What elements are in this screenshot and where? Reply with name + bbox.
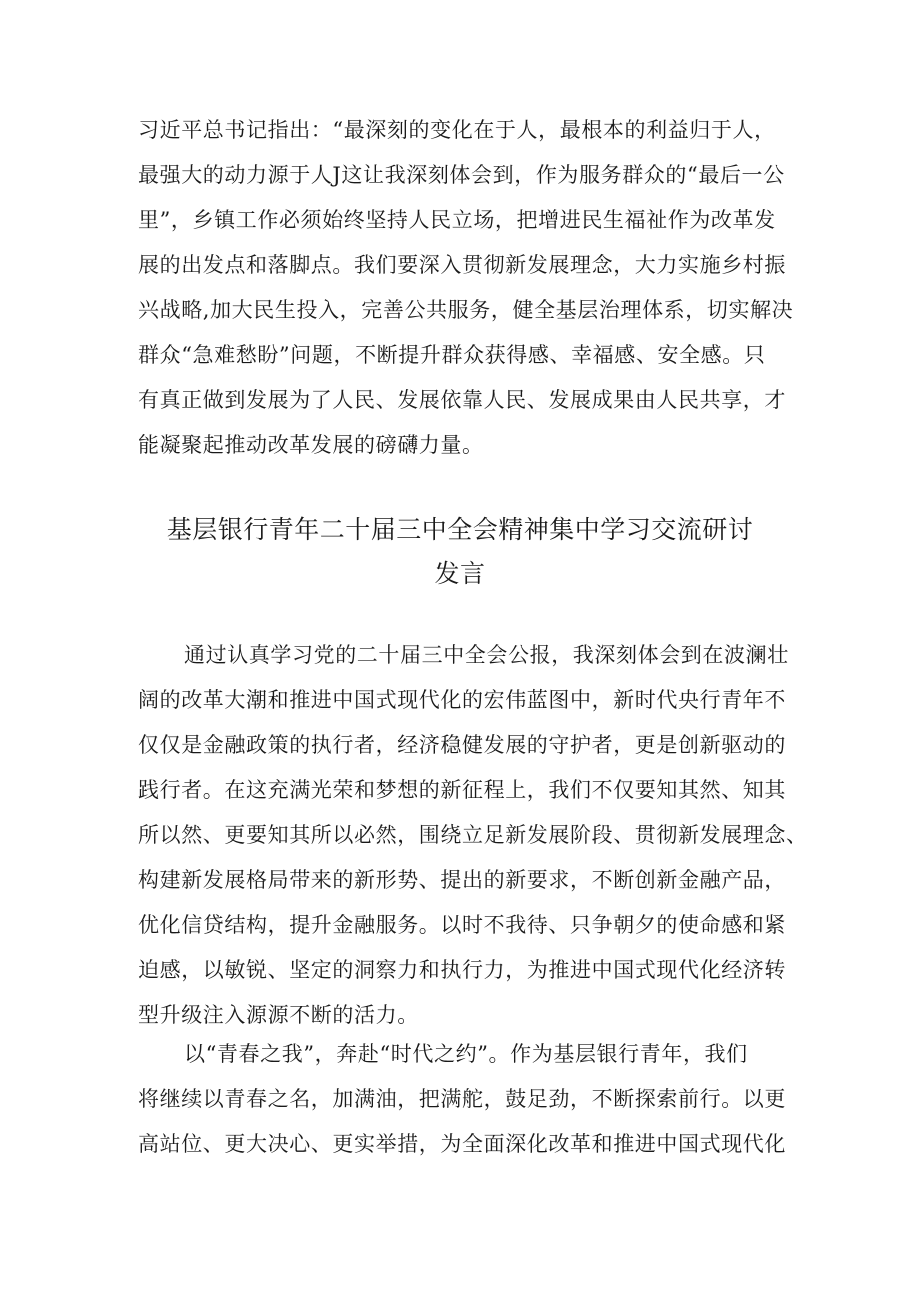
paragraph-line: 型升级注入源源不断的活力。	[138, 1003, 419, 1027]
paragraph-line: 通过认真学习党的二十届三中全会公报，我深刻体会到在波澜壮	[184, 643, 789, 667]
paragraph-line: 兴战略,加大民生投入，完善公共服务，健全基层治理体系，切实解决	[138, 298, 794, 322]
article-title-line-2: 发言	[434, 559, 486, 588]
paragraph-line: 迫感，以敏锐、坚定的洞察力和执行力，为推进中国式现代化经济转	[138, 958, 786, 982]
paragraph-line: 构建新发展格局带来的新形势、提出的新要求，不断创新金融产品，	[138, 868, 786, 892]
paragraph-line: 群众“急难愁盼”问题，不断提升群众获得感、幸福感、安全感。只	[138, 343, 766, 367]
paragraph-line: 高站位、更大决心、更实举措，为全面深化改革和推进中国式现代化	[138, 1132, 786, 1156]
paragraph-line: 将继续以青春之名，加满油，把满舵，鼓足劲，不断探索前行。以更	[138, 1087, 786, 1111]
paragraph-line: 有真正做到发展为了人民、发展依靠人民、发展成果由人民共享，才	[138, 388, 786, 412]
paragraph-line: 仅仅是金融政策的执行者，经济稳健发展的守护者，更是创新驱动的	[138, 733, 786, 757]
paragraph-line: 最强大的动力源于人J这让我深刻体会到，作为服务群众的“最后一公	[138, 163, 785, 187]
article-title-line-1: 基层银行青年二十届三中全会精神集中学习交流研讨	[166, 515, 754, 544]
paragraph-line: 习近平总书记指出：“最深刻的变化在于人，最根本的利益归于人，	[138, 118, 776, 142]
paragraph-line: 能凝聚起推动改革发展的磅礴力量。	[138, 433, 484, 457]
paragraph-line: 里”，乡镇工作必须始终坚持人民立场，把增进民生福祉作为改革发	[138, 208, 776, 232]
paragraph-line: 优化信贷结构，提升金融服务。以时不我待、只争朝夕的使命感和紧	[138, 913, 786, 937]
paragraph-line: 展的出发点和落脚点。我们要深入贯彻新发展理念，大力实施乡村振	[138, 253, 786, 277]
paragraph-line: 以“青春之我”，奔赴“时代之约”。作为基层银行青年，我们	[184, 1042, 748, 1066]
paragraph-line: 所以然、更要知其所以必然，围绕立足新发展阶段、贯彻新发展理念、	[138, 823, 808, 847]
paragraph-line: 践行者。在这充满光荣和梦想的新征程上，我们不仅要知其然、知其	[138, 778, 786, 802]
paragraph-line: 阔的改革大潮和推进中国式现代化的宏伟蓝图中，新时代央行青年不	[138, 688, 786, 712]
